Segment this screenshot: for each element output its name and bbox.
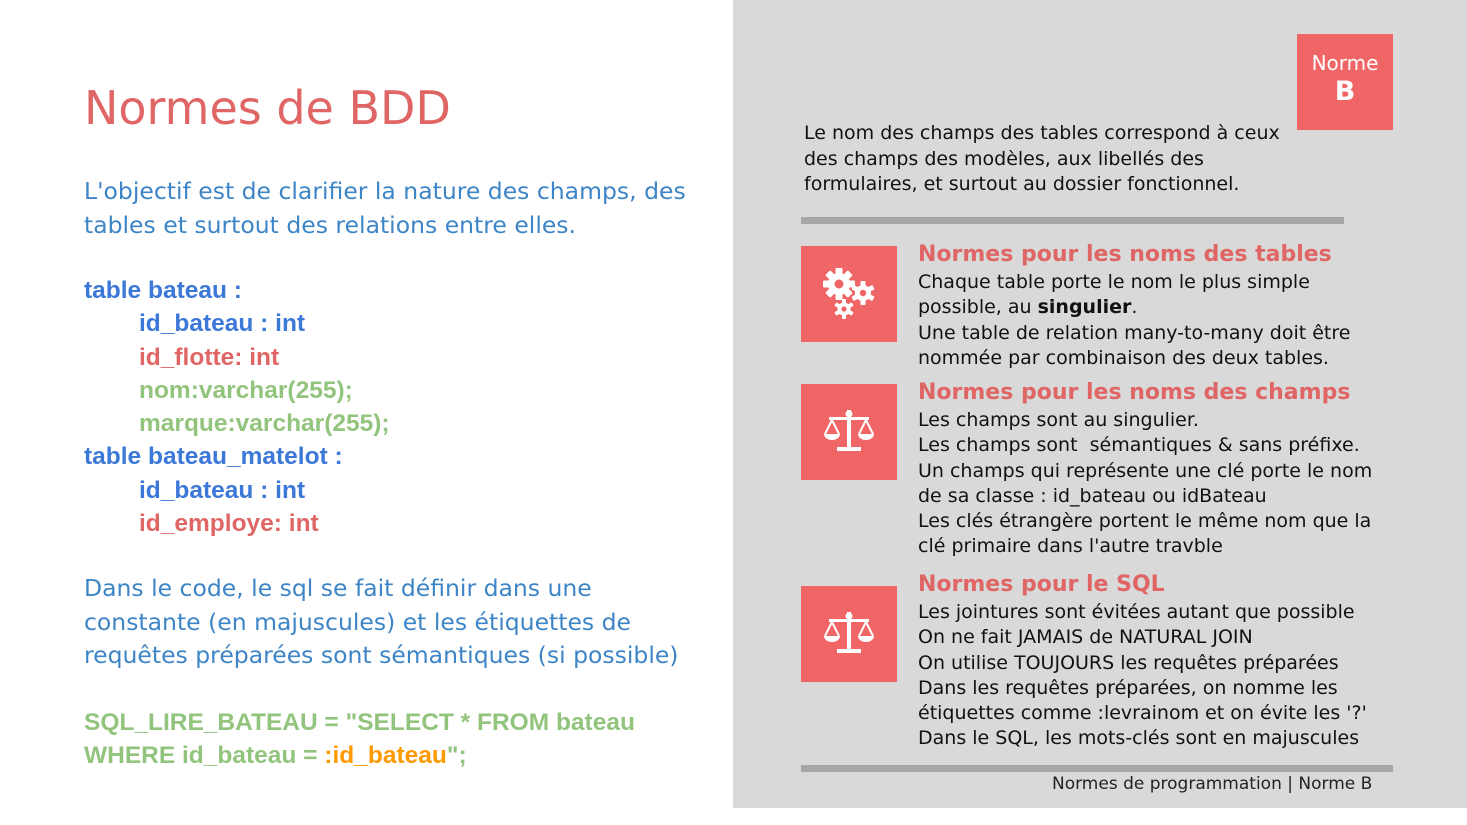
champs-rule: clé primaire dans l'autre travble: [918, 535, 1223, 558]
sql-rule: On utilise TOUJOURS les requêtes préparées: [918, 651, 1339, 674]
tables-rule-relation: Une table de relation many-to-many doit être nommée par combinaison des deux tables.: [918, 321, 1351, 369]
footer-text: Normes de programmation | Norme B: [1052, 774, 1373, 794]
scales-icon: [801, 384, 897, 480]
left-panel: [0, 0, 733, 825]
sql-constant-text: SQL_LIRE_BATEAU = "SELECT * FROM bateau WHERE id_bateau =: [84, 709, 635, 770]
sql-rule: On ne fait JAMAIS de NATURAL JOIN: [918, 626, 1253, 649]
tables-rule-end: .: [1131, 296, 1138, 319]
scales-icon: [801, 586, 897, 682]
section-title-tables: Normes pour les noms des tables: [918, 242, 1332, 267]
norme-badge: [1297, 34, 1393, 130]
intro-text: L'objectif est de clarifier la nature des champs, des tables et surtout des relations entre elles.: [84, 177, 686, 239]
champs-rule: Les champs sont sémantiques & sans préfixe.: [918, 434, 1360, 457]
badge-label: Norme: [1311, 51, 1379, 75]
sql-rule: étiquettes comme :levrainom et on évite les '?': [918, 702, 1367, 725]
champs-rule: Les clés étrangère portent le même nom que la: [918, 510, 1372, 533]
gears-icon: [801, 246, 897, 342]
sql-constant-end: ";: [446, 742, 467, 770]
sql-paragraph: Dans le code, le sql se fait définir dans une constante (en majuscules) et les étiquettes de requêtes préparées sont sémantiques (si possible): [84, 574, 679, 669]
sql-param-label: :id_bateau: [324, 742, 447, 770]
section-body-champs: [918, 408, 1408, 560]
champs-rule: de sa classe : id_bateau ou idBateau: [918, 484, 1267, 507]
code-line-id-employe: id_employe: int: [139, 510, 319, 538]
section-body-tables: [918, 270, 1388, 371]
code-line-nom: nom:varchar(255);: [139, 376, 353, 404]
code-line-marque: marque:varchar(255);: [139, 410, 390, 438]
sql-rule: Dans le SQL, les mots-clés sont en majuscules: [918, 727, 1360, 750]
sql-rule: Dans les requêtes préparées, on nomme les: [918, 676, 1338, 699]
divider-top: [801, 217, 1344, 224]
code-line-id-bateau: id_bateau : int: [139, 310, 306, 338]
section-body-sql: [918, 600, 1408, 752]
badge-letter: B: [1334, 76, 1356, 107]
page-title: Normes de BDD: [84, 81, 451, 135]
champs-rule: Les champs sont au singulier.: [918, 409, 1199, 431]
champs-rule: Un champs qui représente une clé porte le nom: [918, 459, 1373, 482]
schema-code-block: [84, 274, 390, 540]
code-line-table-bateau-matelot: table bateau_matelot :: [84, 443, 343, 471]
section-title-champs: Normes pour les noms des champs: [918, 380, 1351, 405]
code-line-id-flotte: id_flotte: int: [139, 343, 280, 371]
section-title-sql: Normes pour le SQL: [918, 572, 1165, 597]
tables-rule-bold: singulier: [1037, 296, 1132, 319]
code-line-id-bateau-2: id_bateau : int: [139, 476, 306, 504]
divider-bottom: [801, 765, 1393, 772]
code-line-table-bateau: table bateau :: [84, 277, 242, 304]
description-text: Le nom des champs des tables correspond à ceux des champs des modèles, aux libellés des formulaires, et surtout au dossier fonctionnel.: [804, 122, 1280, 195]
sql-rule: Les jointures sont évitées autant que possible: [918, 601, 1355, 623]
sql-constant-example: [84, 706, 704, 773]
tables-rule-text: Chaque table porte le nom le plus simple possible, au: [918, 271, 1310, 319]
